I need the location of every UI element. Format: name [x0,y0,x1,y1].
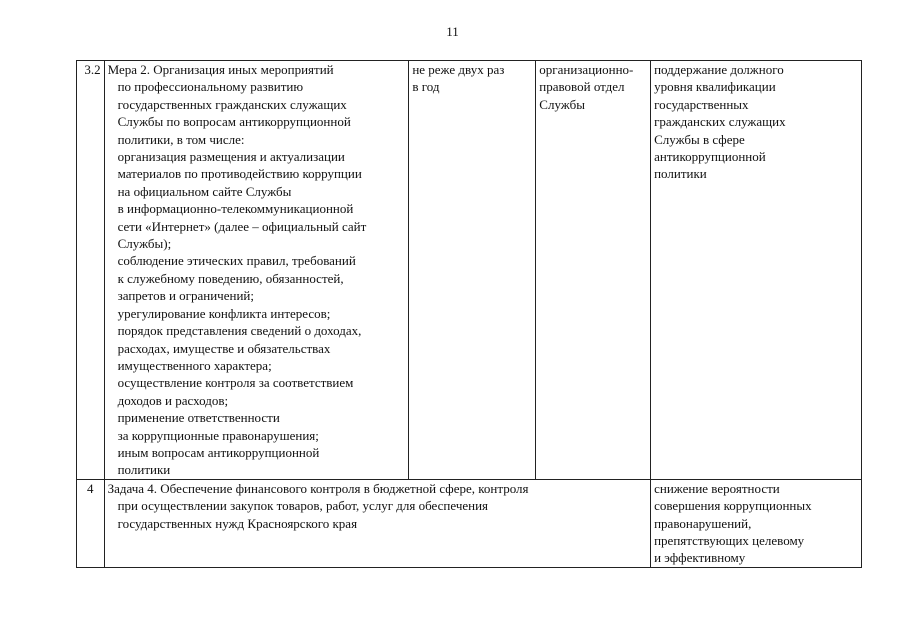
measure-line: расходах, имуществе и обязательствах [117,340,331,356]
measure-line: в информационно-телекоммуникационной [117,201,354,217]
table-row-4 [77,479,862,567]
measure-description-cell [104,61,409,480]
measure-line: государственных гражданских служащих [117,96,347,112]
term-cell [409,61,536,480]
task-line: государственных нужд Красноярского края [117,515,358,531]
measure-line: на официальном сайте Службы [117,183,292,199]
executor-text: организационно- правовой отдел Службы [539,62,634,112]
measure-line: урегулирование конфликта интересов; [117,305,331,321]
measure-line: Мера 2. Организация иных мероприятий [107,62,334,77]
measure-line: политики, в том числе: [117,131,245,147]
measure-line: к служебному поведению, обязанностей, [117,270,344,286]
measures-table [76,60,862,568]
measure-line: порядок представления сведений о доходах, [117,323,362,339]
table-row-3-2 [77,61,862,480]
measure-line: за коррупционные правонарушения; [117,427,319,443]
result-cell [651,479,862,567]
measure-line: доходов и расходов; [117,392,229,408]
measure-line: Службы); [117,236,172,252]
measure-line: по профессиональному развитию [117,79,304,95]
measure-line: запретов и ограничений; [117,288,254,304]
measure-line: соблюдение этических правил, требований [117,253,356,269]
result-cell [651,61,862,480]
task-line: Задача 4. Обеспечение финансового контроля в бюджетной сфере, контроля [107,480,529,496]
executor-cell [536,61,651,480]
row-number-cell: 4 [77,479,105,567]
measure-line: организация размещения и актуализации [117,149,345,165]
measure-line: имущественного характера; [117,357,272,373]
measure-line: сети «Интернет» (далее – официальный сайт [117,218,367,234]
measure-line: иным вопросам антикоррупционной [117,444,320,460]
task-line: при осуществлении закупок товаров, работ, услуг для обеспечения [117,498,489,514]
result-text: снижение вероятности совершения коррупционных правонарушений, препятствующих целевому и эффективному [654,480,812,566]
measure-line: материалов по противодействию коррупции [117,166,362,182]
page-number: 11 [446,24,459,39]
task-description-cell [104,479,651,567]
measure-line: Службы по вопросам антикоррупционной [117,114,351,130]
result-text: поддержание должного уровня квалификации государственных гражданских служащих Службы в сфере антикоррупционной политики [654,62,786,182]
measure-line: применение ответственности [117,410,280,426]
term-text: не реже двух раз в год [412,62,505,95]
row-number-cell: 3.2 [77,61,105,480]
measure-line: политики [117,462,171,478]
measure-line: осуществление контроля за соответствием [117,375,354,391]
